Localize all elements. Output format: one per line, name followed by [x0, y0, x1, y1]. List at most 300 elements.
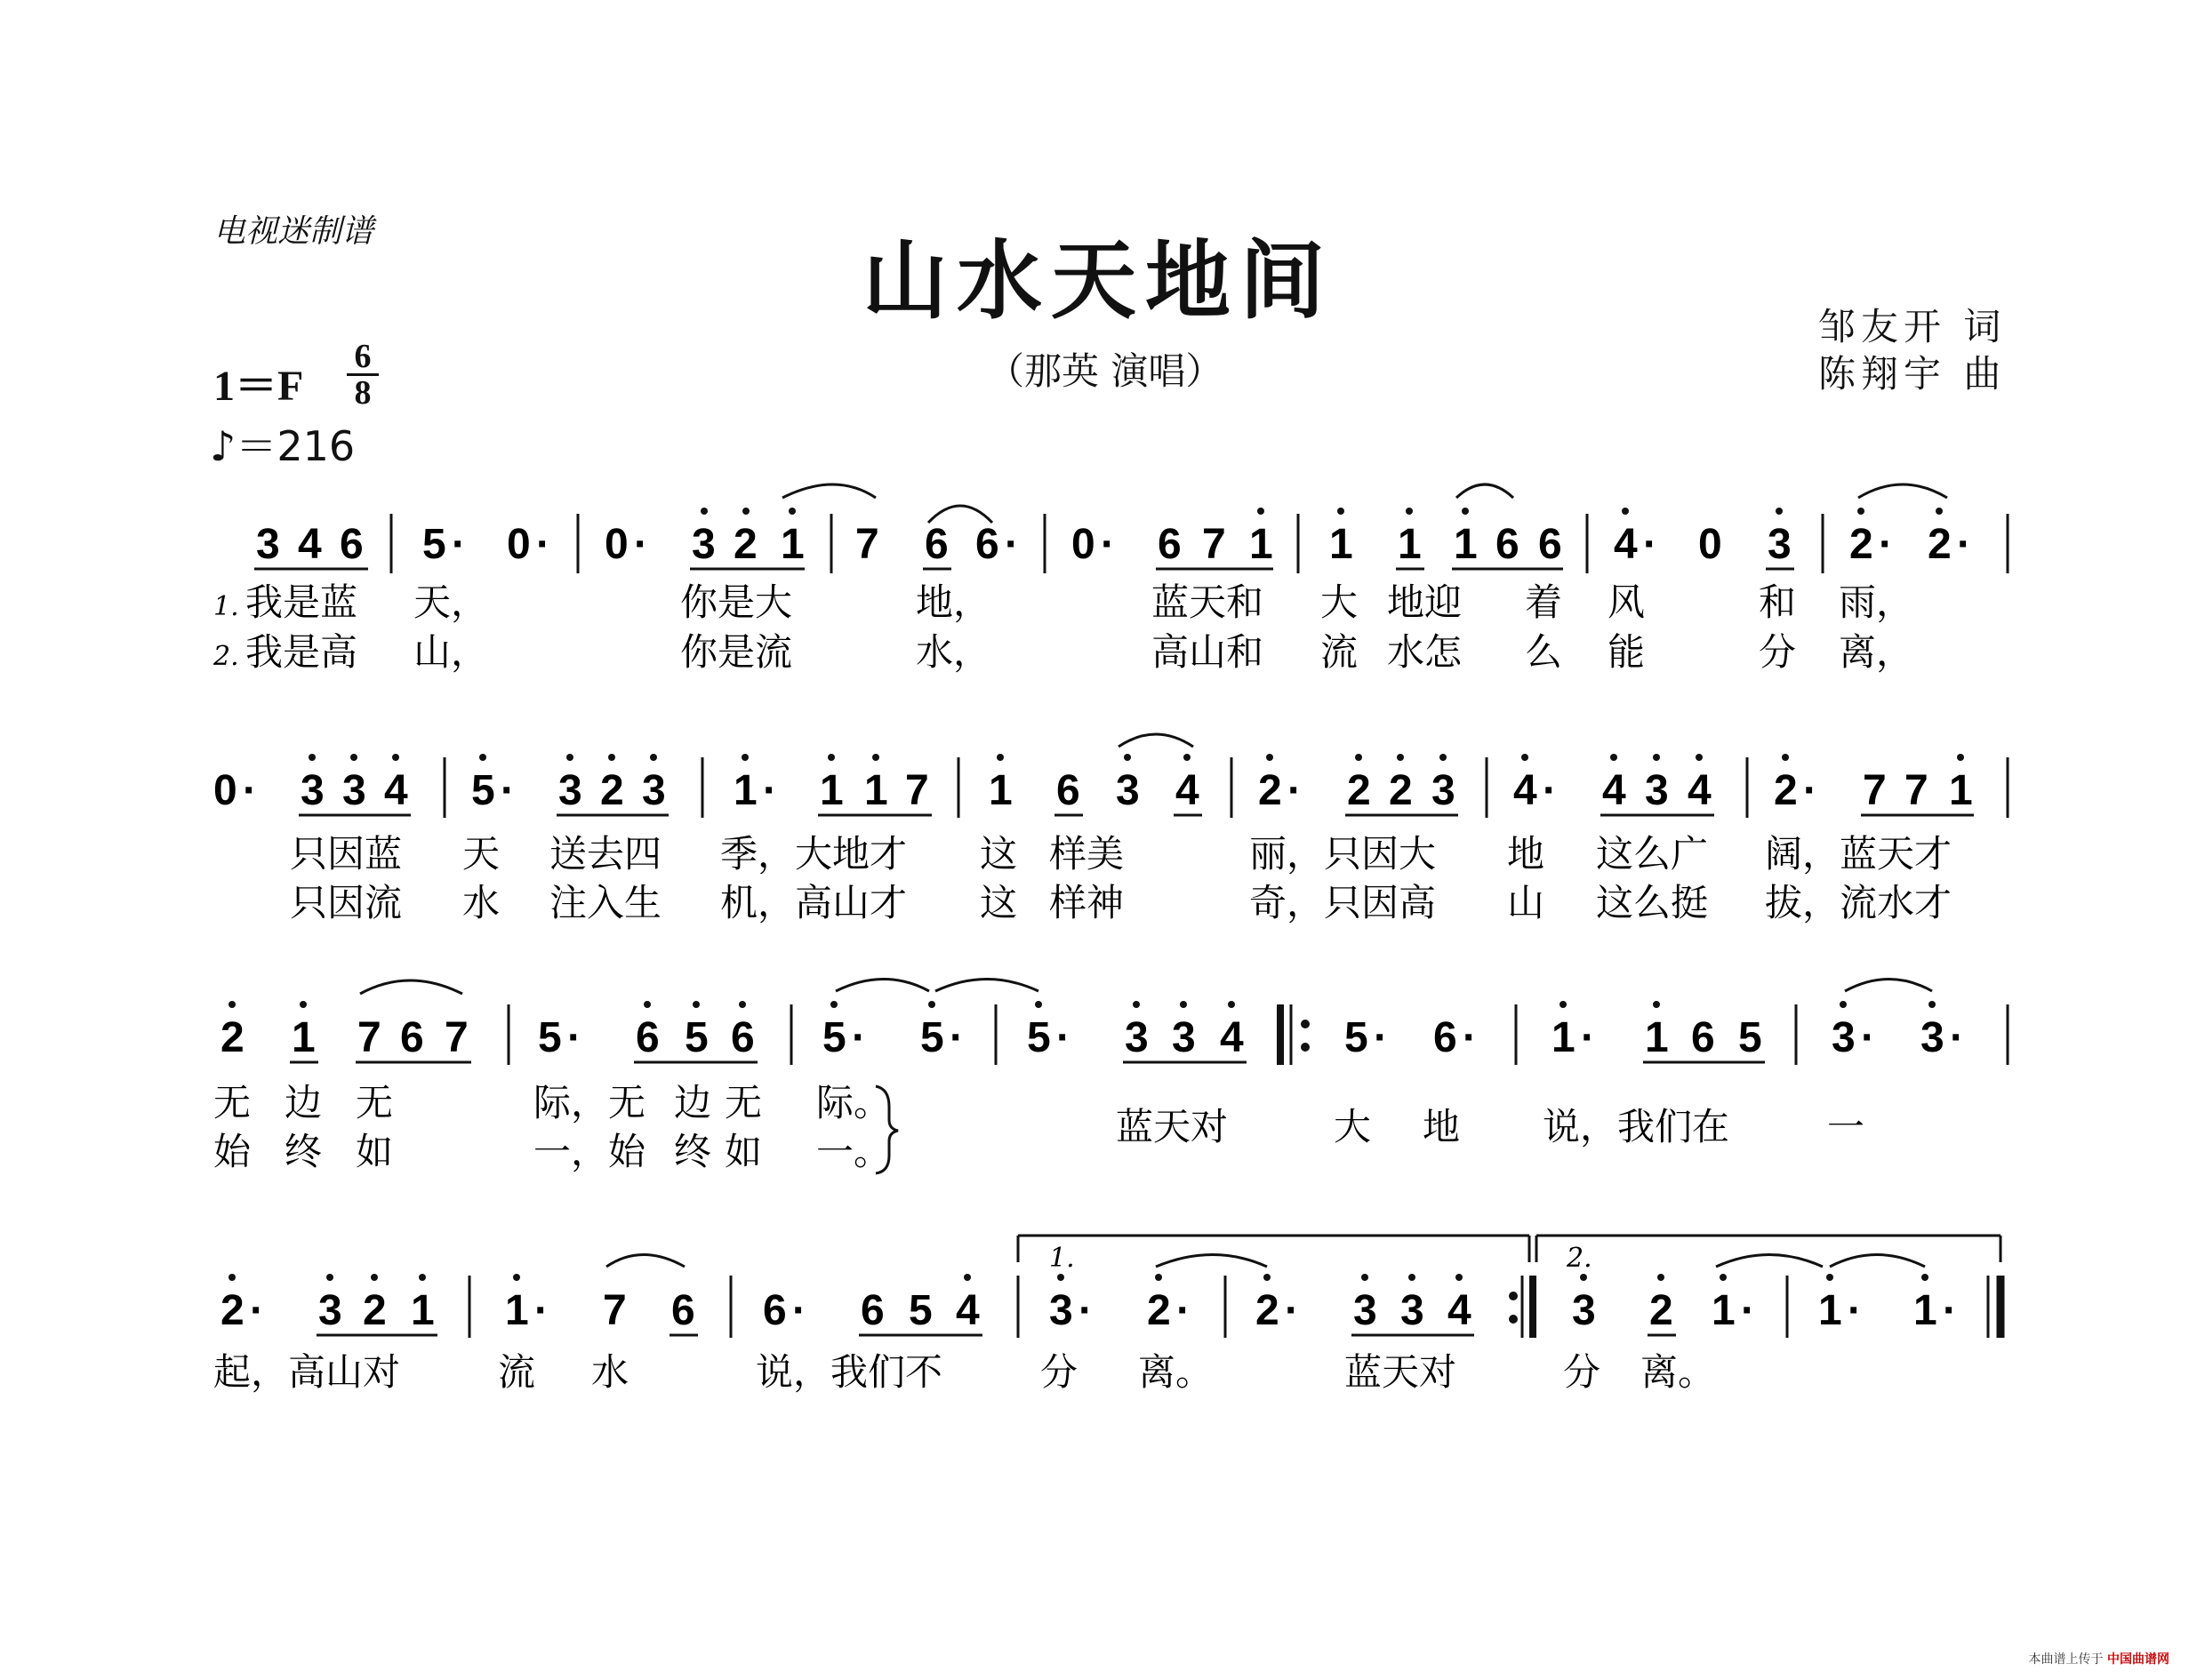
lyrics-verse-1: [213, 1081, 891, 1124]
octave-dot: [964, 1274, 971, 1281]
note: 3: [1172, 1014, 1196, 1061]
lyric: 季，大地才: [720, 832, 908, 876]
lyric: 这: [980, 832, 1018, 876]
note: 7: [445, 1014, 469, 1061]
verse-number: 1.: [213, 591, 239, 622]
note: 1: [1913, 1287, 1937, 1334]
note: 2: [1255, 1287, 1279, 1334]
octave-dot: [371, 1274, 378, 1281]
volta-label: 2.: [1567, 1243, 1592, 1274]
note: 3: [1125, 1014, 1149, 1061]
note: 6: [1691, 1014, 1715, 1061]
octave-dot: [566, 754, 573, 761]
dot: ·: [763, 767, 777, 814]
note: 3: [1572, 1287, 1596, 1334]
octave-dot: [1397, 754, 1404, 761]
octave-dot: [1183, 754, 1191, 761]
octave-dot: [1696, 754, 1703, 761]
lyric: 水怎: [1387, 630, 1463, 674]
note: 1: [1329, 521, 1353, 568]
lyric: 无: [356, 1081, 394, 1124]
note: 6: [671, 1287, 695, 1334]
octave-dot: [739, 1001, 746, 1008]
note: 1: [781, 521, 805, 568]
lyric: 奇，只因高: [1249, 881, 1437, 924]
note: 5: [471, 767, 495, 814]
octave-dot: [513, 1274, 520, 1281]
octave-dot: [1653, 754, 1660, 761]
note: 3: [1400, 1287, 1424, 1334]
octave-dot: [1228, 1001, 1235, 1008]
note: 7: [357, 1014, 381, 1061]
note: 2: [1347, 767, 1371, 814]
lyric: 始: [213, 1130, 252, 1173]
lyric: 地: [1507, 832, 1545, 876]
lyricist-credit: 邹友开 词: [1818, 305, 2007, 348]
note: 6: [636, 1014, 660, 1061]
note: 1: [1249, 521, 1273, 568]
lyric: 风: [1608, 580, 1646, 624]
octave-dot: [1133, 1001, 1140, 1008]
lyric: 这么挺: [1596, 881, 1709, 924]
octave-dot: [1257, 508, 1264, 515]
note: 1: [734, 767, 758, 814]
octave-dot: [608, 754, 615, 761]
note: 3: [1768, 521, 1792, 568]
note: 3: [318, 1287, 342, 1334]
lyric: 送去四: [549, 832, 662, 876]
note: 6: [763, 1287, 787, 1334]
lyric: 蓝天对: [1344, 1350, 1457, 1394]
slur: [1456, 484, 1513, 498]
note: 6: [1056, 767, 1080, 814]
octave-dot: [1057, 1274, 1064, 1281]
octave-dot: [742, 754, 749, 761]
octave-dot: [789, 508, 796, 515]
note: 7: [1863, 767, 1887, 814]
octave-dot: [1180, 1001, 1187, 1008]
octave-dot: [693, 1001, 700, 1008]
repeat-dot: [1509, 1315, 1518, 1324]
lyric: 样神: [1049, 881, 1125, 924]
composer-credit: 陈翔宇 曲: [1818, 352, 2007, 396]
dot: ·: [950, 1014, 964, 1061]
note: 2: [1649, 1287, 1673, 1334]
lyric: 和: [1759, 580, 1797, 624]
lyric: 说，我们在: [1543, 1105, 1730, 1148]
lyric: 大: [1320, 580, 1359, 624]
dot: ·: [852, 1014, 866, 1061]
arranger-credit: 电视迷制谱: [213, 213, 374, 250]
lyric: 离。: [1640, 1350, 1716, 1394]
note: 4: [1513, 767, 1537, 814]
note: 0: [605, 521, 629, 568]
note: 4: [1602, 767, 1626, 814]
dot: ·: [1463, 1014, 1477, 1061]
note: 1: [1454, 521, 1478, 568]
note: 6: [340, 521, 364, 568]
slur: [1716, 1255, 1823, 1268]
note: 6: [975, 521, 999, 568]
lyric: 机，高山才: [720, 881, 908, 924]
octave-dot: [1653, 1001, 1660, 1008]
score-row-4: [213, 1236, 2001, 1394]
lyric: 水: [462, 881, 501, 924]
octave-dot: [1720, 1274, 1727, 1281]
dot: ·: [452, 521, 466, 568]
lyric: 无: [213, 1081, 252, 1124]
octave-dot: [392, 754, 399, 761]
lyrics-verse-1: [245, 580, 1913, 624]
octave-dot: [1957, 754, 1964, 761]
note: 6: [925, 521, 949, 568]
note: 3: [1431, 767, 1455, 814]
slur: [1845, 980, 1932, 992]
note: 2: [220, 1287, 245, 1334]
note: 1: [1949, 767, 1973, 814]
note: 2: [1774, 767, 1798, 814]
dot: ·: [1879, 521, 1893, 568]
note: 5: [822, 1014, 846, 1061]
note: 5: [422, 521, 446, 568]
lyric: 边: [285, 1081, 323, 1124]
lyric: 这: [980, 881, 1018, 924]
note: 5: [685, 1014, 709, 1061]
note: 3: [1920, 1014, 1944, 1061]
score-row-1: [212, 484, 2008, 674]
note: 1: [1398, 521, 1422, 568]
lyric: 蓝天和: [1151, 580, 1264, 624]
octave-dot: [1782, 754, 1789, 761]
lyric: 高山和: [1151, 630, 1264, 674]
score-row-3: [213, 980, 2008, 1174]
octave-dot: [1560, 1001, 1567, 1008]
lyric: 分: [1563, 1350, 1601, 1394]
note: 4: [1175, 767, 1199, 814]
octave-dot: [1337, 508, 1344, 515]
time-signature-bottom: 8: [354, 374, 372, 412]
slur: [935, 980, 1038, 992]
note: 3: [256, 521, 280, 568]
note: 2: [1147, 1287, 1171, 1334]
note: 2: [1849, 521, 1873, 568]
dot: ·: [1950, 1014, 1964, 1061]
octave-dot: [1921, 1274, 1928, 1281]
dot: ·: [1287, 767, 1302, 814]
octave-dot: [309, 754, 316, 761]
lyrics-verse-2: [213, 1130, 891, 1173]
lyric: 蓝天对: [1116, 1105, 1229, 1148]
octave-dot: [644, 1001, 651, 1008]
note: 1: [292, 1014, 316, 1061]
lyric: 地，: [916, 580, 991, 624]
slur: [360, 980, 462, 994]
repeat-dot: [1301, 1043, 1310, 1052]
octave-dot: [742, 508, 750, 515]
note: 0: [1071, 521, 1095, 568]
octave-dot: [828, 754, 835, 761]
lyric: 山: [1507, 881, 1545, 924]
note: 5: [909, 1287, 933, 1334]
octave-dot: [1610, 754, 1617, 761]
note: 1: [820, 767, 844, 814]
volta-label: 1.: [1049, 1243, 1075, 1274]
octave-dot: [1521, 754, 1528, 761]
lyric: 能: [1608, 630, 1646, 674]
dot: ·: [1741, 1287, 1755, 1334]
dot: ·: [243, 767, 257, 814]
lyric: 终: [285, 1130, 323, 1173]
lyric: 分: [1040, 1350, 1078, 1394]
note: 4: [298, 521, 322, 568]
lyric: 天: [462, 832, 501, 876]
dot: ·: [634, 521, 648, 568]
note: 4: [1447, 1287, 1471, 1334]
octave-dot: [1857, 508, 1864, 515]
lyric: 流: [498, 1350, 536, 1394]
lyric: 你是流: [680, 630, 793, 674]
dot: ·: [1848, 1287, 1862, 1334]
lyric: 流: [1320, 630, 1359, 674]
lyric: 只因流: [290, 881, 403, 924]
note: 1: [411, 1287, 435, 1334]
note: 1: [1712, 1287, 1736, 1334]
octave-dot: [1936, 508, 1943, 515]
lyric: 阔，蓝天才: [1765, 832, 1952, 876]
volta-bracket-1: [1018, 1236, 1529, 1274]
lyric: 一。: [816, 1130, 892, 1173]
note: 3: [1116, 767, 1140, 814]
lyric: 水，: [916, 630, 991, 674]
lyric: 大: [1334, 1105, 1372, 1148]
octave-dot: [1840, 1001, 1847, 1008]
octave-dot: [830, 1001, 838, 1008]
note: 4: [384, 767, 408, 814]
note: 6: [1538, 521, 1562, 568]
lyric: 水: [591, 1350, 629, 1394]
lyric: 山，: [413, 630, 489, 674]
note: 5: [1344, 1014, 1368, 1061]
dot: ·: [1005, 521, 1019, 568]
note: 4: [1220, 1014, 1244, 1061]
octave-dot: [1622, 508, 1629, 515]
lyric: 终: [674, 1130, 712, 1173]
note: 4: [1688, 767, 1712, 814]
note: 2: [363, 1287, 387, 1334]
lyric: 说，我们不: [756, 1350, 943, 1394]
lyric: 这么广: [1596, 832, 1709, 876]
lyric: 着: [1525, 580, 1563, 624]
octave-dot: [1928, 1001, 1936, 1008]
dot: ·: [1285, 1287, 1299, 1334]
performer-credit: （那英 演唱）: [987, 349, 1223, 393]
footer-text: 本曲谱上传于: [2028, 1652, 2104, 1667]
lyrics-verse-1: [290, 832, 1952, 876]
note: 6: [1495, 521, 1519, 568]
dot: ·: [250, 1287, 264, 1334]
dot: ·: [1078, 1287, 1093, 1334]
octave-dot: [1462, 508, 1469, 515]
note: 7: [603, 1287, 627, 1334]
note: 2: [734, 521, 758, 568]
note: 3: [342, 767, 366, 814]
lyric: 只因蓝: [290, 832, 403, 876]
score-row-2: [213, 734, 2008, 924]
note: 7: [855, 521, 879, 568]
note: 5: [538, 1014, 562, 1061]
lyric: 如: [356, 1130, 394, 1173]
repeat-dot: [1509, 1292, 1518, 1300]
verse-number: 2.: [213, 641, 239, 672]
lyric: 际，无: [533, 1081, 646, 1124]
dot: ·: [1803, 767, 1817, 814]
dot: ·: [1943, 1287, 1957, 1334]
time-signature-top: 6: [354, 338, 372, 375]
note: 2: [1928, 521, 1952, 568]
octave-dot: [1439, 754, 1447, 761]
lyric: 我是蓝: [245, 580, 358, 624]
lyric: 起，高山对: [213, 1350, 401, 1394]
dot: ·: [567, 1014, 581, 1061]
octave-dot: [229, 1001, 236, 1008]
note: 6: [1158, 521, 1182, 568]
octave-dot: [1826, 1274, 1833, 1281]
key-signature: 1＝F: [213, 363, 304, 410]
octave-dot: [1263, 1274, 1271, 1281]
slur: [1830, 1255, 1925, 1268]
lyric: 拔，流水才: [1765, 881, 1952, 924]
octave-dot: [1406, 508, 1413, 515]
note: 1: [1552, 1014, 1576, 1061]
dot: ·: [1374, 1014, 1388, 1061]
note: 4: [956, 1287, 980, 1334]
lyric: 一，始: [533, 1130, 646, 1173]
dot: ·: [534, 1287, 549, 1334]
note: 1: [989, 767, 1013, 814]
octave-dot: [350, 754, 357, 761]
dot: ·: [501, 767, 515, 814]
slur: [782, 484, 876, 498]
note: 7: [905, 767, 929, 814]
note: 3: [301, 767, 325, 814]
dot: ·: [1643, 521, 1657, 568]
lyric: 样美: [1049, 832, 1125, 876]
note: 3: [1832, 1014, 1856, 1061]
octave-dot: [1455, 1274, 1463, 1281]
song-title: 山水天地间: [862, 230, 1334, 331]
note: 7: [1904, 767, 1928, 814]
note: 6: [731, 1014, 755, 1061]
dot: ·: [1101, 521, 1115, 568]
octave-dot: [479, 754, 486, 761]
note: 4: [1614, 521, 1638, 568]
lyric: 么: [1525, 630, 1563, 674]
octave-dot: [997, 754, 1004, 761]
note: 0: [507, 521, 531, 568]
footer-watermark: [2029, 1650, 2169, 1668]
lyric: 离，: [1839, 630, 1914, 674]
note: 0: [1698, 521, 1722, 568]
dot: ·: [536, 521, 550, 568]
note: 1: [864, 767, 888, 814]
octave-dot: [1361, 1274, 1368, 1281]
note: 5: [920, 1014, 944, 1061]
lyric: 天，: [413, 580, 489, 624]
octave-dot: [872, 754, 879, 761]
note: 1: [1818, 1287, 1842, 1334]
octave-dot: [419, 1274, 426, 1281]
lyric: 我是高: [245, 630, 358, 674]
lyrics-verse-1: [213, 1350, 1715, 1394]
lyric: 地: [1423, 1105, 1461, 1148]
lyric: 你是大: [680, 580, 793, 624]
note: 3: [1353, 1287, 1377, 1334]
lyric: 际。: [816, 1081, 892, 1124]
octave-dot: [701, 508, 708, 515]
octave-dot: [650, 754, 657, 761]
dot: ·: [1056, 1014, 1070, 1061]
lyric: 丽，只因大: [1249, 832, 1437, 876]
note: 3: [642, 767, 666, 814]
lyric: 一: [1827, 1105, 1865, 1148]
note: 3: [558, 767, 582, 814]
octave-dot: [300, 1001, 307, 1008]
lyric: 注入生: [549, 881, 662, 924]
lyric: 雨，: [1839, 580, 1914, 624]
lyric: 无: [725, 1081, 763, 1124]
lyrics-verse-2: [245, 630, 1913, 674]
lyric: 边: [674, 1081, 712, 1124]
octave-dot: [1155, 1274, 1162, 1281]
lyrics-verse-2: [290, 881, 1952, 924]
note: 0: [213, 767, 237, 814]
octave-dot: [1657, 1274, 1664, 1281]
octave-dot: [326, 1274, 333, 1281]
dot: ·: [1581, 1014, 1595, 1061]
dot: ·: [1176, 1287, 1191, 1334]
octave-dot: [1035, 1001, 1042, 1008]
footer-brand-logo: 中国曲谱网: [2107, 1652, 2169, 1667]
slur: [1156, 1255, 1267, 1268]
dot: ·: [1957, 521, 1971, 568]
octave-dot: [1580, 1274, 1587, 1281]
octave-dot: [229, 1274, 236, 1281]
slur: [1119, 734, 1193, 747]
repeat-dot: [1301, 1020, 1310, 1028]
note: 6: [1433, 1014, 1457, 1061]
dot: ·: [1543, 767, 1557, 814]
octave-dot: [1266, 754, 1273, 761]
note: 2: [1258, 767, 1282, 814]
octave-dot: [1408, 1274, 1415, 1281]
octave-dot: [928, 1001, 935, 1008]
dot: ·: [1861, 1014, 1875, 1061]
lyric: 离。: [1138, 1350, 1214, 1394]
octave-dot: [1776, 508, 1783, 515]
note: 2: [1389, 767, 1413, 814]
slur: [836, 980, 929, 992]
note: 1: [505, 1287, 529, 1334]
note: 3: [692, 521, 716, 568]
tempo-marking: ♪＝216: [210, 422, 356, 470]
note: 6: [861, 1287, 885, 1334]
note: 2: [600, 767, 624, 814]
octave-dot: [1355, 754, 1362, 761]
note: 3: [1049, 1287, 1073, 1334]
note: 6: [400, 1014, 424, 1061]
octave-dot: [1124, 754, 1131, 761]
slur: [1858, 484, 1947, 498]
